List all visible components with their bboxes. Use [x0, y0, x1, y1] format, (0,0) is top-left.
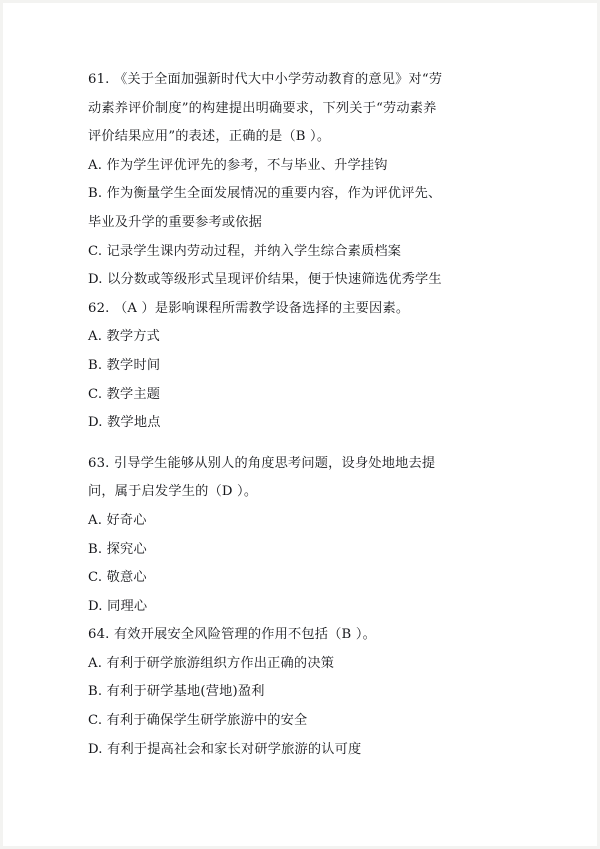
question-block-63 — [88, 450, 512, 622]
page-content — [88, 66, 512, 764]
question-line: 63. 引导学生能够从别人的角度思考问题，设身处地地去提 — [88, 455, 436, 471]
block-spacer — [88, 438, 512, 450]
question-line: 62. （A ）是影响课程所需教学设备选择的主要因素。 — [88, 300, 410, 316]
option-line-d: D. 有利于提高社会和家长对研学旅游的认可度 — [88, 741, 362, 757]
option-line-d: D. 教学地点 — [88, 415, 161, 431]
option-line-d: D. 以分数或等级形式呈现评价结果，便于快速筛选优秀学生 — [88, 272, 442, 288]
option-line-b: B. 作为衡量学生全面发展情况的重要内容，作为评优评先、 — [88, 186, 442, 202]
option-line-b: B. 探究心 — [88, 541, 147, 557]
question-line: 64. 有效开展安全风险管理的作用不包括（B ）。 — [88, 627, 377, 643]
question-line: 评价结果应用”的表述，正确的是（B ）。 — [88, 129, 331, 145]
question-line: 动素养评价制度”的构建提出明确要求，下列关于“劳动素养 — [88, 100, 437, 116]
option-line-a: A. 作为学生评优评先的参考，不与毕业、升学挂钩 — [88, 157, 388, 173]
question-block-61 — [88, 66, 512, 295]
option-line-d: D. 同理心 — [88, 598, 148, 614]
option-line-c: C. 教学主题 — [88, 386, 161, 402]
question-block-64 — [88, 621, 512, 764]
option-line-b-cont: 毕业及升学的重要参考或依据 — [88, 214, 263, 230]
option-line-a: A. 教学方式 — [88, 329, 161, 345]
option-line-a: A. 好奇心 — [88, 512, 147, 528]
option-line-a: A. 有利于研学旅游组织方作出正确的决策 — [88, 655, 335, 671]
option-line-c: C. 敬意心 — [88, 570, 147, 586]
question-line-cont: 问，属于启发学生的（D ）。 — [88, 484, 258, 500]
question-block-62 — [88, 295, 512, 438]
question-line: 61. 《关于全面加强新时代大中小学劳动教育的意见》对“劳 — [88, 72, 443, 87]
page-edge-top — [0, 0, 600, 3]
option-line-c: C. 有利于确保学生研学旅游中的安全 — [88, 713, 308, 729]
option-line-c: C. 记录学生课内劳动过程，并纳入学生综合素质档案 — [88, 243, 402, 259]
option-line-b: B. 有利于研学基地(营地)盈利 — [88, 684, 265, 700]
page-edge-left — [0, 0, 3, 849]
option-line-b: B. 教学时间 — [88, 357, 161, 373]
